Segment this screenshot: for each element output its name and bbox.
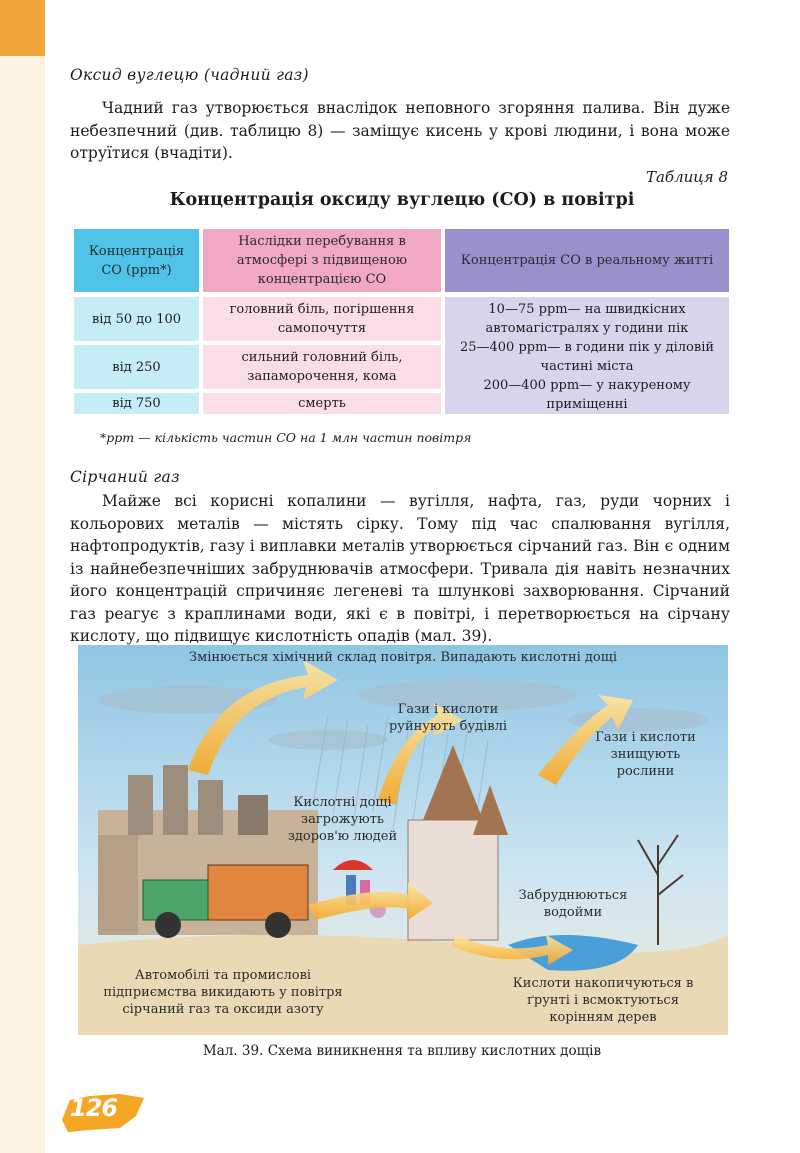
paragraph-so2: Майже всі корисні копалини — вугілля, нафта, газ, руди чорних і кольорових металів — містять сірку. Тому під час спалювання вугілля, нафтопродуктів, газу і виплавки металів утворюється сірчаний газ. Він є одним із найнебезпечніших забруднювачів атмосфери. Тривала дія навіть незначних його концентрацій спричиняє легеневі та шлункові захворювання. Сірчаний газ реагує з краплинами води, які є в повітрі, і перетворюється на сірчану кислоту, що підвищує кислотність опадів (мал. 39). (70, 492, 730, 645)
table-cell-conc: від 50 до 100 (74, 297, 199, 341)
table-header-effects: Наслідки перебування в атмосфері з підвищеною концентрацією СО (203, 229, 441, 292)
table-caption: Таблиця 8 (645, 168, 728, 186)
table-title: Концентрація оксиду вуглецю (СО) в повітрі (169, 190, 635, 210)
acid-rain-illustration (78, 645, 728, 1035)
real-life-item: 10—75 ppm— на швидкісних автомагістралях у години пік (485, 302, 689, 336)
side-strip (0, 0, 45, 1153)
table-cell-real-life (445, 297, 729, 414)
figure-label-sources: Автомобілі та промислові підприємства викидають у повітря сірчаний газ та оксиди азоту (103, 968, 343, 1017)
table-header-real-life: Концентрація СО в реальному житті (445, 229, 729, 292)
real-life-item: 200—400 ppm— у накуреному приміщенні (483, 378, 691, 412)
table-cell-conc: від 750 (74, 393, 199, 414)
figure-label-soil: Кислоти накопичуються в ґрунті і всмоктуються корінням дерев (512, 976, 694, 1025)
table-footnote: *ppm — кількість частин СО на 1 млн частин повітря (100, 430, 472, 445)
figure-label-top: Змінюється хімічний склад повітря. Випадають кислотні дощі (189, 650, 617, 665)
table-cell-effect: головний біль, погіршення самопочуття (203, 297, 441, 341)
figure-label-plants: Гази і кислоти знищують рослини (595, 730, 696, 779)
section-title-so2: Сірчаний газ (70, 468, 180, 486)
figure-label-health: Кислотні дощі загрожують здоров'ю людей (287, 795, 398, 844)
figure-caption: Мал. 39. Схема виникнення та впливу кислотних дощів (202, 1043, 602, 1059)
table-cell-effect: смерть (203, 393, 441, 414)
page-number: 126 (70, 1094, 118, 1122)
real-life-item: 25—400 ppm— в години пік у діловій частині міста (459, 340, 715, 374)
table-cell-effect: сильний головний біль, запаморочення, кома (203, 345, 441, 389)
table-header-concentration: Концентрація СО (ppm*) (74, 229, 199, 292)
side-tab (0, 0, 45, 56)
section-title-co: Оксид вуглецю (чадний газ) (70, 66, 309, 84)
figure-label-water: Забруднюються водойми (518, 888, 628, 920)
figure-label-buildings: Гази і кислоти руйнують будівлі (388, 702, 508, 734)
paragraph-co: Чадний газ утворюється внаслідок неповного згоряння палива. Він дуже небезпечний (див. таблицю 8) — заміщує кисень у крові людини, і вона може отруїтися (вчадіти). (70, 99, 730, 162)
table-cell-conc: від 250 (74, 345, 199, 389)
